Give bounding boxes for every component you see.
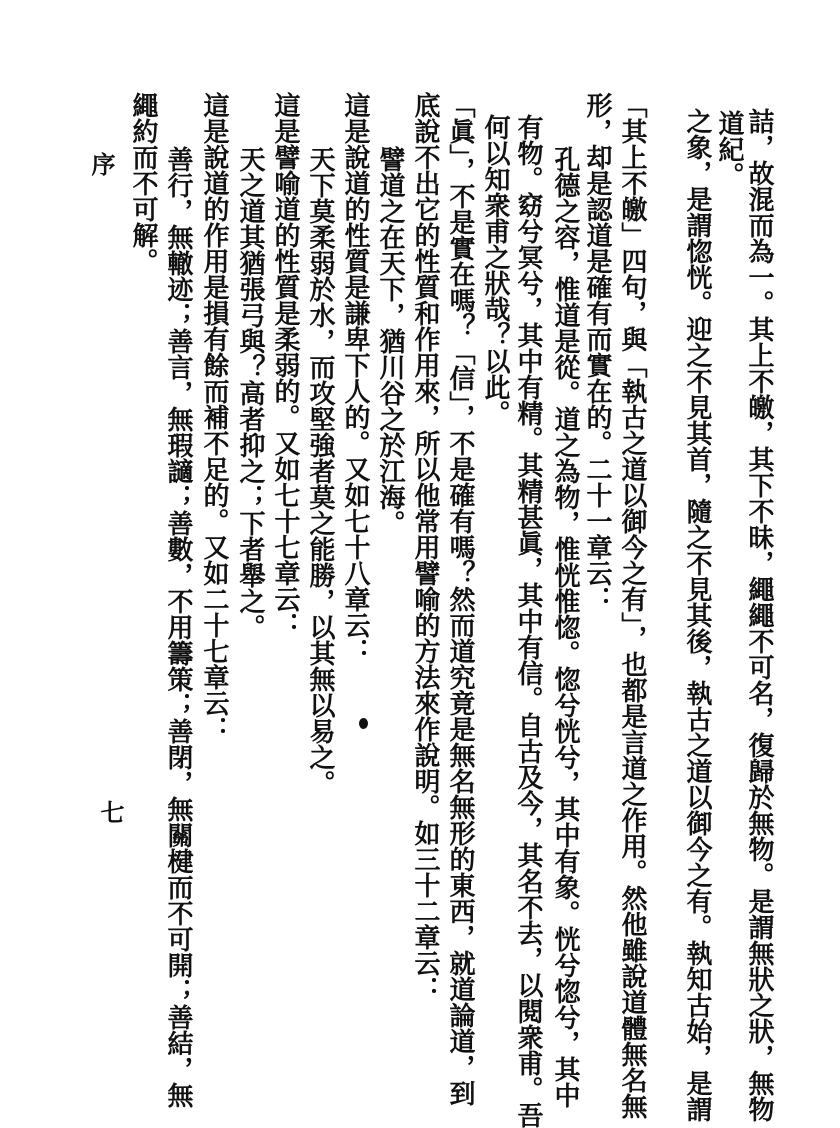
- text-column: 「眞」，不是實在嗎？「信」，不是確有嗎？然而道究竟是無名無形的東西，就道論道，到: [445, 92, 475, 1106]
- text-column: 詰，故混而為一。其上不皦，其下不昧，繩繩不可名，復歸於無物。是謂無狀之狀，無物: [744, 108, 774, 1122]
- text-column: 這是說道的作用是損有餘而補不足的。又如二十七章云：: [199, 92, 229, 742]
- text-column: 形，却是認道是確有而實在的。二十一章云：: [582, 92, 612, 612]
- text-column: 繩約而不可解。: [128, 92, 158, 274]
- text-column: 孔德之容，惟道是從。道之為物，惟恍惟惚。惚兮恍兮，其中有象。恍兮惚兮，其中: [550, 146, 580, 1108]
- text-column: 善行，無轍迹；善言，無瑕讁；善數，不用籌策；善閉，無關楗而不可開；善結，無: [163, 146, 193, 1108]
- text-column: 「其上不皦」四句，與「執古之道以御今之有」，也都是言道之作用。然他雖說道體無名無: [617, 92, 647, 1119]
- text-column: 天下莫柔弱於水，而攻堅強者莫之能勝，以其無以易之。: [305, 146, 335, 796]
- page-number: 七: [96, 800, 125, 824]
- text-column: 天之道其猶張弓與？高者抑之；下者舉之。: [235, 146, 265, 640]
- text-column: 有物。窈兮冥兮，其中有精。其精甚眞，其中有信。自古及今，其名不去，以閱衆甫。吾: [513, 114, 543, 1128]
- text-column: 底說不出它的性質和作用來，所以他常用譬喻的方法來作說明。如三十二章云：: [410, 92, 440, 1002]
- text-column: 之象，是謂惚恍。迎之不見其首，隨之不見其後，執古之道以御今之有。執知古始，是謂: [682, 108, 712, 1122]
- running-header: 序: [87, 152, 116, 176]
- text-column: 這是譬喻道的性質是柔弱的。又如七十七章云：: [270, 92, 300, 638]
- ink-spot: [359, 718, 368, 729]
- text-column: 何以知衆甫之狀哉？以此。: [480, 114, 510, 426]
- text-column: 道紀。: [714, 110, 744, 188]
- text-column: 譬道之在天下，猶川谷之於江海。: [375, 146, 405, 536]
- text-column: 這是說道的性質是謙卑下人的。又如七十八章云：: [340, 92, 370, 664]
